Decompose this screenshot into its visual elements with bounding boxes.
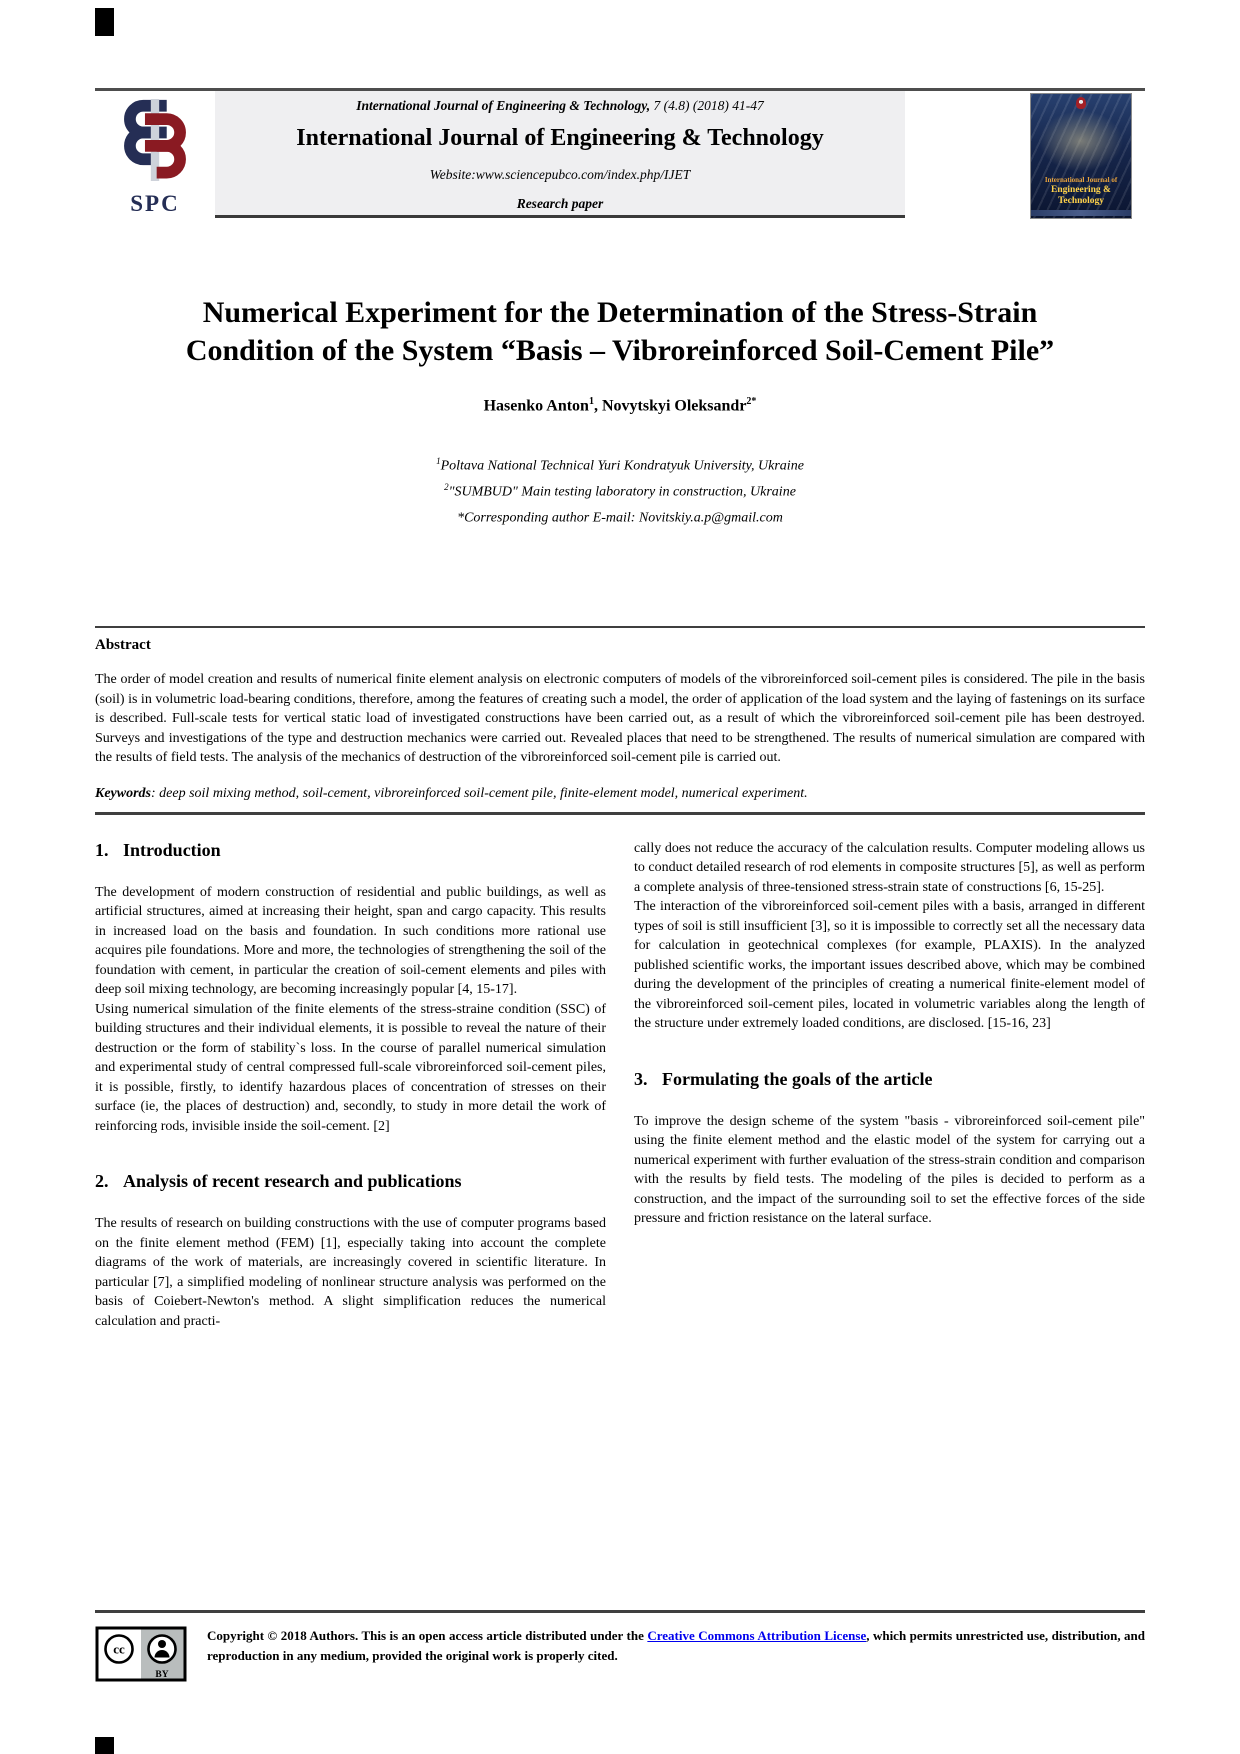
affiliation-2-mark: 2: [444, 481, 449, 492]
publisher-logo-box: [95, 91, 215, 218]
section-1-title: Introduction: [123, 839, 221, 860]
keywords-line: [95, 784, 1145, 803]
affiliation-1-text: Poltava National Technical Yuri Kondratyuk University, Ukraine: [440, 458, 804, 474]
affiliations-block: [95, 451, 1145, 528]
section-1-paragraph-2: Using numerical simulation of the finite elements of the stress-straine condition (SSC) of building structures and their individual elements, it is possible to reveal the nature of their destruction or the form of stability`s loss. In the course of parallel numerical simulation and experimental study of central compressed full-scale vibroreinforced soil-cement piles, it is possible, firstly, to identify hazardous places of concentration of stresses on their surface (ie, the places of destruction) and, secondly, to study in more detail the work of reinforcing rods, invisible inside the soil-cement. [2]: [95, 1001, 606, 1134]
section-2-number: 2.: [95, 1171, 109, 1192]
author-1-name: Hasenko Anton: [483, 397, 589, 415]
copyright-text-before-link: Copyright © 2018 Authors. This is an open access article distributed under the: [207, 1628, 648, 1643]
authors-line: [95, 396, 1145, 415]
section-1-number: 1.: [95, 839, 109, 860]
right-column: [634, 839, 1145, 1332]
journal-cover-emblem-icon: [1076, 97, 1086, 109]
section-2-heading: [95, 1170, 606, 1192]
journal-header: [95, 88, 1145, 218]
abstract-text: The order of model creation and results of numerical finite element analysis on electronic computers of models of the vibroreinforced soil-cement piles is considered. The pile in the basis (soil) is in volumetric load-bearing conditions, therefore, among the features of creating such a model, the order of application of the load system and the laying of fastenings on its surface is described. Full-scale tests for vertical static load of investigated constructions have been carried out, as a result of which the vibroreinforced soil-cement pile has been destroyed. Surveys and investigations of the type and destruction mechanics were carried out. Revealed places that need to be strengthened. The results of numerical simulation are compared with the results of field tests. The analysis of the mechanics of destruction of the vibroreinforced soil-cement pile is carried out.: [95, 672, 1145, 766]
cc-by-icon: [95, 1626, 187, 1687]
affiliation-3-text: *Corresponding author E-mail: Novitskiy.a.p@gmail.com: [457, 510, 783, 526]
publisher-logo-label: SPC: [130, 191, 180, 216]
journal-citation-title: International Journal of Engineering & Technology,: [356, 98, 651, 113]
scan-artifact-bottom-left: [95, 1737, 114, 1754]
right-column-paragraph-2: The interaction of the vibroreinforced soil-cement piles with a basis, arranged in different types of soil is still insufficient [3], so it is impossible to correctly set all the necessary data for calculation in geotechnical complexes (for example, PLAXIS). In the analyzed published scientific works, the important issues described above, which may be combined during the development of the principles of creating a numerical finite-element model of the vibroreinforced soil-cement piles, located in volumetric variables along the length of the structure under extremely loaded conditions, are disclosed. [15-16, 23]: [634, 899, 1145, 1032]
section-3-title: Formulating the goals of the article: [662, 1068, 933, 1089]
section-3-heading: [634, 1068, 1145, 1090]
section-1-heading: [95, 839, 606, 861]
author-2-affiliation-mark: 2*: [746, 396, 757, 407]
affiliation-1: [95, 451, 1145, 477]
abstract-bottom-divider: [95, 812, 1145, 815]
abstract-heading: Abstract: [95, 637, 151, 654]
journal-header-right: [905, 91, 1145, 218]
journal-cover-strip: [1031, 210, 1131, 216]
journal-cover-image: [1030, 93, 1132, 219]
scan-artifact-top-left: [95, 8, 114, 36]
journal-title: International Journal of Engineering & Technology: [296, 125, 824, 151]
author-2-name: Novytskyi Oleksandr: [601, 397, 747, 415]
copyright-text-after-link: , which permits unrestricted use, distribution, and reproduction in any medium, provided the original work is properly cited.: [207, 1628, 1146, 1663]
keywords-list: : deep soil mixing method, soil-cement, vibroreinforced soil-cement pile, finite-element model, numerical experiment.: [151, 785, 808, 801]
section-3-number: 3.: [634, 1068, 648, 1089]
section-2-title: Analysis of recent research and publications: [123, 1171, 462, 1192]
spc-logo-icon: [113, 94, 197, 191]
svg-text:BY: BY: [155, 1670, 169, 1680]
author-1-affiliation-mark: 1: [588, 396, 594, 407]
journal-citation-issue: 7 (4.8) (2018) 41-47: [650, 98, 764, 113]
corresponding-author-email: [95, 503, 1145, 529]
affiliation-2: [95, 477, 1145, 503]
journal-website: Website:www.sciencepubco.com/index.php/IJET: [429, 167, 691, 182]
journal-citation: [215, 98, 905, 114]
journal-header-center: [215, 91, 905, 218]
section-2-paragraph-1: The results of research on building constructions with the use of computer programs based on the finite element method (FEM) [1], especially taking into account the complete diagrams of the work of materials, are increasingly covered in scientific literature. In particular [7], a simplified modeling of nonlinear structure analysis was performed on the basis of Coiebert-Newton's method. A slight simplification reduces the numerical calculation and practi-: [95, 1216, 606, 1329]
keywords-label: Keywords: [95, 785, 151, 801]
article-body: [95, 839, 1145, 1332]
copyright-notice: [207, 1626, 1145, 1665]
paper-type-label: Research paper: [516, 196, 604, 211]
right-column-paragraph-1: cally does not reduce the accuracy of the calculation results. Computer modeling allows us to conduct detailed research of rod elements in composite structures [5], as well as perform a complete analysis of three-tensioned stress-strain state of constructions [6, 15-25].: [634, 840, 1145, 895]
journal-cover-line1: International Journal of: [1044, 176, 1118, 184]
article-title: Numerical Experiment for the Determination of the Stress-Strain Condition of the System “Basis – Vibroreinforced Soil-Cement Pile”: [185, 296, 1055, 367]
section-1-paragraph-1: The development of modern construction of residential and public buildings, as well as artificial structures, aimed at increasing their height, span and cargo capacity. This results in increased load on the basis and foundation. In such conditions more rational use acquires pile foundations. More and more, the technologies of strengthening the soil of the foundation with cement, in particular the creation of soil-cement elements and piles with deep soil mixing technology, are becoming increasingly popular [4, 15-17].: [95, 884, 606, 998]
creative-commons-license-link[interactable]: Creative Commons Attribution License: [647, 1628, 867, 1643]
license-footer: [95, 1610, 1145, 1687]
author-separator: ,: [593, 397, 602, 415]
left-column: [95, 839, 606, 1332]
affiliation-1-mark: 1: [436, 456, 441, 467]
journal-cover-line2: Engineering & Technology: [1051, 185, 1111, 206]
abstract-top-divider: [95, 626, 1145, 628]
affiliation-2-text: "SUMBUD" Main testing laboratory in construction, Ukraine: [448, 484, 796, 500]
svg-text:cc: cc: [113, 1641, 125, 1657]
section-3-paragraph-1: To improve the design scheme of the system "basis - vibroreinforced soil-cement pile" using the finite element method and the elastic model of the system for carrying out a numerical experiment with further evaluation of the stress-strain condition and comparison with the results by field tests. The modeling of the piles is decided to perform as a construction, and the impact of the surrounding soil to set the effective forces of the side pressure and friction resistance on the lateral surface.: [634, 1113, 1145, 1227]
